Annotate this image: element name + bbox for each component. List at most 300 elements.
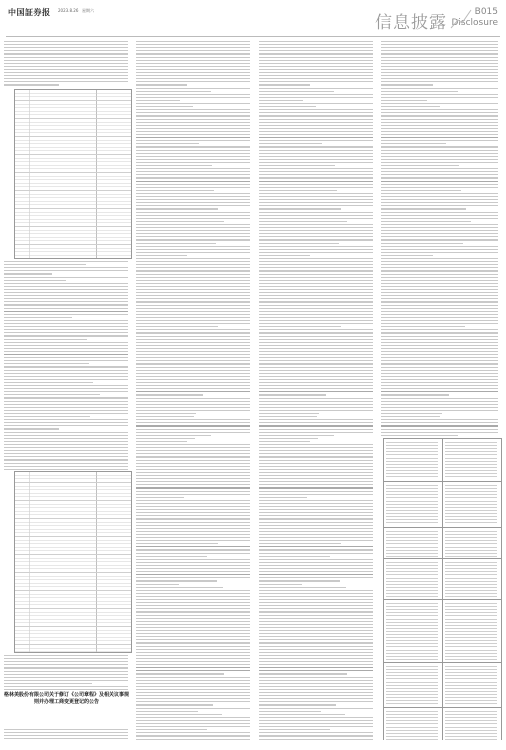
text-line <box>4 273 52 274</box>
text-line <box>259 215 373 216</box>
text-line <box>381 382 498 383</box>
text-line <box>136 463 250 464</box>
text-line <box>259 404 373 405</box>
text-line <box>259 528 373 529</box>
text-line <box>386 653 438 654</box>
text-line <box>259 618 373 619</box>
text-line <box>136 255 187 256</box>
text-line <box>386 606 438 607</box>
text-line <box>136 686 250 687</box>
text-line <box>386 507 438 508</box>
text-line <box>381 60 498 61</box>
text-line <box>381 432 498 433</box>
text-line <box>259 339 373 340</box>
text-line <box>259 506 373 507</box>
text-line <box>259 224 373 225</box>
text-line <box>136 63 250 64</box>
text-line <box>445 694 497 695</box>
text-line <box>445 491 497 492</box>
text-line <box>386 678 438 679</box>
text-line <box>259 345 373 346</box>
text-line <box>136 596 250 597</box>
table-cell <box>383 707 443 740</box>
text-line <box>136 435 211 436</box>
text-line <box>386 691 438 692</box>
text-line <box>445 625 497 626</box>
text-line <box>136 196 250 197</box>
text-line <box>381 267 498 268</box>
text-line <box>381 78 498 79</box>
text-line <box>445 488 497 489</box>
text-line <box>386 470 438 471</box>
text-line <box>136 695 250 696</box>
text-line <box>386 688 438 689</box>
text-line <box>445 448 497 449</box>
text-line <box>136 311 250 312</box>
text-line <box>445 519 497 520</box>
text-line <box>381 336 498 337</box>
text-line <box>259 577 373 578</box>
text-line <box>259 47 373 48</box>
text-line <box>136 249 250 250</box>
text-line <box>445 445 497 446</box>
text-line <box>136 698 250 699</box>
text-line <box>259 69 373 70</box>
text-line <box>136 373 250 374</box>
text-line <box>4 348 128 349</box>
text-line <box>259 109 373 110</box>
text-line <box>445 550 497 551</box>
text-line <box>381 258 498 259</box>
text-line <box>136 140 250 141</box>
text-line <box>136 515 250 516</box>
text-line <box>381 413 442 414</box>
text-line <box>259 438 318 439</box>
text-line <box>136 630 250 631</box>
text-line <box>136 587 223 588</box>
table-cell <box>442 558 502 600</box>
text-line <box>259 466 373 467</box>
text-line <box>445 603 497 604</box>
text-line <box>136 574 250 575</box>
text-line <box>136 661 250 662</box>
text-line <box>259 351 373 352</box>
text-line <box>381 115 498 116</box>
text-line <box>259 41 373 42</box>
text-line <box>445 494 497 495</box>
text-line <box>136 385 250 386</box>
text-line <box>259 44 373 45</box>
text-line <box>381 153 498 154</box>
text-line <box>259 72 373 73</box>
text-line <box>445 464 497 465</box>
text-line <box>136 264 250 265</box>
text-line <box>381 75 498 76</box>
text-line <box>381 345 498 346</box>
text-line <box>386 581 438 582</box>
text-line <box>136 453 250 454</box>
text-line <box>381 193 498 194</box>
text-line <box>136 336 250 337</box>
text-line <box>259 53 373 54</box>
text-line <box>259 487 373 488</box>
text-line <box>259 689 373 690</box>
text-line <box>445 612 497 613</box>
text-line <box>445 562 497 563</box>
text-line <box>4 456 128 457</box>
text-line <box>386 634 438 635</box>
text-line <box>259 695 373 696</box>
text-line <box>4 41 128 42</box>
text-line <box>386 513 438 514</box>
text-line <box>259 723 373 724</box>
text-line <box>259 735 373 736</box>
text-line <box>136 553 250 554</box>
text-line <box>381 131 498 132</box>
text-line <box>136 512 250 513</box>
text-line <box>381 305 498 306</box>
text-line <box>136 565 250 566</box>
text-line <box>136 649 250 650</box>
text-line <box>445 622 497 623</box>
text-line <box>136 236 250 237</box>
text-line <box>386 578 438 579</box>
text-line <box>259 698 373 699</box>
text-line <box>259 202 373 203</box>
text-line <box>136 44 250 45</box>
text-line <box>445 565 497 566</box>
text-line <box>259 441 310 442</box>
text-line <box>445 504 497 505</box>
text-line <box>136 642 250 643</box>
text-line <box>259 608 373 609</box>
text-line <box>259 472 373 473</box>
text-line <box>386 637 438 638</box>
text-line <box>4 75 128 76</box>
text-line <box>259 233 373 234</box>
text-line <box>381 404 498 405</box>
text-line <box>445 516 497 517</box>
text-line <box>259 280 373 281</box>
text-line <box>259 354 373 355</box>
text-line <box>136 150 250 151</box>
text-line <box>259 590 373 591</box>
text-line <box>136 543 218 544</box>
text-line <box>259 463 373 464</box>
table-cell <box>442 707 502 740</box>
text-line <box>386 442 438 443</box>
text-line <box>386 568 438 569</box>
text-line <box>136 187 250 188</box>
text-line <box>136 75 250 76</box>
text-line <box>381 298 498 299</box>
text-line <box>136 81 250 82</box>
text-line <box>386 473 438 474</box>
text-line <box>136 103 250 104</box>
header-rule <box>6 36 500 37</box>
text-line <box>386 650 438 651</box>
text-line <box>259 425 373 426</box>
text-line <box>381 44 498 45</box>
text-line <box>381 137 498 138</box>
text-line <box>386 458 438 459</box>
text-line <box>259 686 373 687</box>
text-line <box>445 593 497 594</box>
text-line <box>136 280 250 281</box>
text-line <box>381 88 498 89</box>
text-line <box>259 670 373 671</box>
text-line <box>445 631 497 632</box>
text-line <box>4 277 128 278</box>
text-line <box>136 171 250 172</box>
text-line <box>259 382 373 383</box>
text-line <box>381 348 498 349</box>
text-line <box>136 66 250 67</box>
text-line <box>4 432 128 433</box>
text-line <box>136 531 250 532</box>
text-line <box>136 177 250 178</box>
text-line <box>445 650 497 651</box>
text-line <box>381 50 498 51</box>
text-line <box>136 292 250 293</box>
text-line <box>259 128 373 129</box>
text-line <box>386 615 438 616</box>
text-line <box>445 461 497 462</box>
text-line <box>445 547 497 548</box>
text-line <box>259 131 373 132</box>
text-line <box>445 454 497 455</box>
text-line <box>259 243 339 244</box>
text-line <box>259 112 373 113</box>
text-line <box>259 249 373 250</box>
data-table-2 <box>14 471 132 653</box>
text-line <box>136 314 250 315</box>
text-line <box>386 596 438 597</box>
text-line <box>4 425 128 426</box>
text-line <box>259 246 373 247</box>
text-line <box>445 720 497 721</box>
text-line <box>136 184 250 185</box>
text-line <box>381 363 498 364</box>
text-line <box>4 667 128 668</box>
text-line <box>4 671 128 672</box>
text-line <box>445 714 497 715</box>
text-line <box>445 510 497 511</box>
text-line <box>386 675 438 676</box>
text-line <box>259 78 373 79</box>
text-line <box>259 568 373 569</box>
text-line <box>136 153 250 154</box>
table-cell <box>442 662 502 708</box>
text-line <box>259 298 373 299</box>
text-line <box>136 168 250 169</box>
text-line <box>136 658 250 659</box>
text-line <box>445 682 497 683</box>
text-line <box>136 680 250 681</box>
text-line <box>136 57 250 58</box>
text-line <box>386 537 438 538</box>
column-2 <box>136 41 254 740</box>
text-line <box>381 379 498 380</box>
text-line <box>386 643 438 644</box>
text-line <box>386 590 438 591</box>
text-line <box>136 165 212 166</box>
text-line <box>381 66 498 67</box>
text-line <box>259 332 373 333</box>
text-line <box>259 177 373 178</box>
text-line <box>4 323 128 324</box>
text-line <box>4 345 128 346</box>
table-cell <box>383 481 443 528</box>
text-line <box>381 103 498 104</box>
text-line <box>136 342 250 343</box>
text-line <box>4 354 128 355</box>
text-line <box>259 199 373 200</box>
text-line <box>259 326 341 327</box>
text-line <box>381 81 498 82</box>
text-line <box>259 677 373 678</box>
text-line <box>259 407 373 408</box>
text-line <box>4 410 128 411</box>
text-line <box>136 379 250 380</box>
text-line <box>381 323 498 324</box>
text-line <box>4 416 90 417</box>
text-line <box>381 57 498 58</box>
text-line <box>259 125 373 126</box>
text-line <box>259 627 373 628</box>
text-line <box>259 205 373 206</box>
text-line <box>136 664 250 665</box>
text-line <box>259 444 373 445</box>
text-line <box>386 445 438 446</box>
text-line <box>386 723 438 724</box>
text-line <box>136 621 250 622</box>
text-line <box>445 513 497 514</box>
text-line <box>136 571 250 572</box>
text-line <box>259 611 373 612</box>
text-line <box>136 156 250 157</box>
text-line <box>4 413 128 414</box>
text-line <box>136 525 250 526</box>
text-line <box>381 112 498 113</box>
notice-headline: 格林美股份有限公司关于修订《公司章程》及相关议事规则并办理工商变更登记的公告 <box>4 692 130 705</box>
text-line <box>386 720 438 721</box>
text-line <box>259 258 373 259</box>
text-line <box>259 212 373 213</box>
text-line <box>136 608 250 609</box>
text-line <box>136 404 250 405</box>
text-line <box>4 270 128 271</box>
text-line <box>259 571 373 572</box>
text-line <box>4 447 128 448</box>
text-line <box>259 559 373 560</box>
text-line <box>259 596 373 597</box>
text-line <box>136 382 250 383</box>
text-line <box>259 255 310 256</box>
text-line <box>4 732 128 733</box>
text-line <box>4 261 128 262</box>
text-line <box>259 655 373 656</box>
text-line <box>136 683 250 684</box>
text-line <box>259 376 373 377</box>
text-line <box>136 60 250 61</box>
table-cell <box>383 438 443 482</box>
text-line <box>136 602 250 603</box>
text-line <box>136 522 250 523</box>
text-line <box>445 606 497 607</box>
text-line <box>259 84 310 85</box>
text-line <box>381 143 446 144</box>
text-line <box>445 507 497 508</box>
text-line <box>259 50 373 51</box>
text-line <box>136 112 250 113</box>
text-line <box>259 274 373 275</box>
text-line <box>259 103 373 104</box>
text-line <box>259 385 373 386</box>
text-line <box>259 481 373 482</box>
text-line <box>259 642 373 643</box>
text-line <box>386 656 438 657</box>
text-line <box>259 270 373 271</box>
text-line <box>4 332 128 333</box>
text-line <box>136 410 250 411</box>
text-line <box>4 661 128 662</box>
text-line <box>136 460 250 461</box>
text-line <box>136 205 250 206</box>
text-line <box>259 336 373 337</box>
text-line <box>136 122 250 123</box>
text-line <box>381 239 498 240</box>
text-line <box>136 131 250 132</box>
text-line <box>259 168 373 169</box>
text-line <box>136 354 250 355</box>
text-line <box>381 122 498 123</box>
text-line <box>136 370 250 371</box>
text-line <box>381 261 498 262</box>
text-line <box>381 69 498 70</box>
text-line <box>259 543 341 544</box>
text-line <box>136 472 250 473</box>
text-line <box>136 109 250 110</box>
text-line <box>136 447 250 448</box>
table-cell <box>442 527 502 559</box>
text-line <box>259 88 373 89</box>
text-line <box>136 159 250 160</box>
text-line <box>136 456 250 457</box>
text-line <box>136 146 250 147</box>
text-line <box>386 543 438 544</box>
text-line <box>4 286 128 287</box>
text-line <box>381 401 498 402</box>
text-line <box>259 60 373 61</box>
text-line <box>136 230 250 231</box>
text-line <box>4 394 100 395</box>
text-line <box>259 320 373 321</box>
text-line <box>381 97 498 98</box>
text-line <box>259 720 373 721</box>
text-line <box>381 252 498 253</box>
text-line <box>445 467 497 468</box>
text-line <box>4 435 128 436</box>
text-line <box>136 323 250 324</box>
text-line <box>259 680 373 681</box>
text-line <box>259 75 373 76</box>
text-line <box>259 599 373 600</box>
text-line <box>259 602 373 603</box>
text-line <box>386 550 438 551</box>
text-line <box>259 491 373 492</box>
text-line <box>381 391 498 392</box>
